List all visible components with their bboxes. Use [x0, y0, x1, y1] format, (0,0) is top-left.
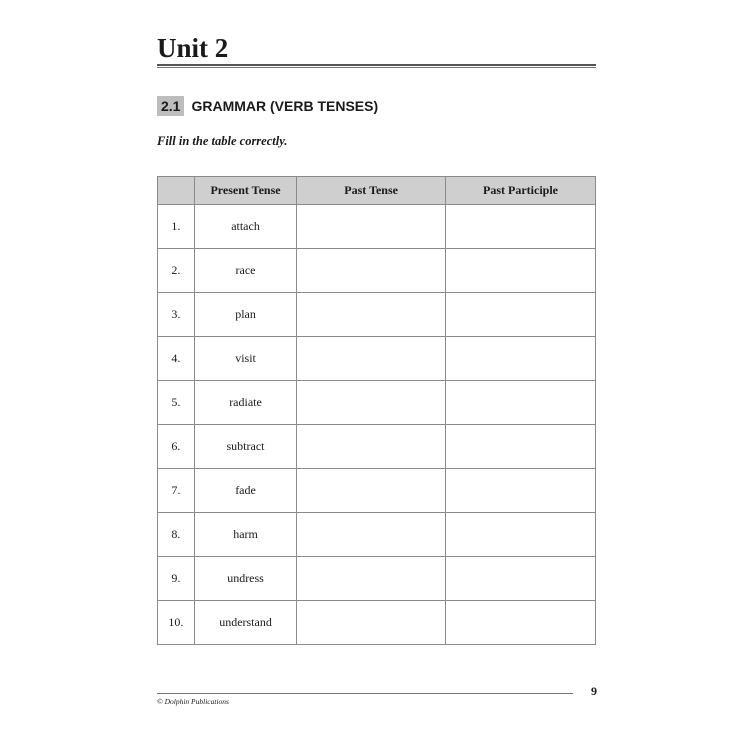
row-number: 1. — [158, 205, 195, 249]
table-row — [158, 205, 596, 249]
past-participle-cell[interactable] — [446, 601, 596, 645]
footer-rule — [157, 693, 573, 694]
past-participle-cell[interactable] — [446, 513, 596, 557]
row-number: 8. — [158, 513, 195, 557]
present-tense-cell: visit — [194, 337, 296, 381]
section-heading — [157, 95, 378, 117]
title-rule-thin — [157, 67, 596, 68]
row-number: 2. — [158, 249, 195, 293]
present-tense-cell: fade — [194, 469, 296, 513]
header-number — [158, 177, 195, 205]
past-tense-cell[interactable] — [297, 513, 446, 557]
past-participle-cell[interactable] — [446, 425, 596, 469]
present-tense-cell: attach — [194, 205, 296, 249]
past-participle-cell[interactable] — [446, 337, 596, 381]
section-number: 2.1 — [157, 96, 184, 116]
table-body — [158, 205, 596, 645]
past-tense-cell[interactable] — [297, 425, 446, 469]
present-tense-cell: subtract — [194, 425, 296, 469]
past-tense-cell[interactable] — [297, 557, 446, 601]
present-tense-cell: plan — [194, 293, 296, 337]
table-row — [158, 293, 596, 337]
copyright: © Dolphin Publications — [157, 697, 229, 706]
verb-tense-table — [157, 176, 596, 645]
unit-title: Unit 2 — [157, 33, 229, 63]
header-past-tense: Past Tense — [297, 177, 446, 205]
past-tense-cell[interactable] — [297, 601, 446, 645]
present-tense-cell: understand — [194, 601, 296, 645]
row-number: 7. — [158, 469, 195, 513]
present-tense-cell: radiate — [194, 381, 296, 425]
table-row — [158, 469, 596, 513]
past-participle-cell[interactable] — [446, 557, 596, 601]
table-row — [158, 381, 596, 425]
header-present-tense: Present Tense — [194, 177, 296, 205]
row-number: 4. — [158, 337, 195, 381]
past-tense-cell[interactable] — [297, 205, 446, 249]
past-participle-cell[interactable] — [446, 249, 596, 293]
present-tense-cell: harm — [194, 513, 296, 557]
past-tense-cell[interactable] — [297, 249, 446, 293]
table-row — [158, 513, 596, 557]
row-number: 3. — [158, 293, 195, 337]
page-number: 9 — [591, 684, 597, 698]
title-rule — [157, 64, 596, 66]
past-participle-cell[interactable] — [446, 469, 596, 513]
present-tense-cell: race — [194, 249, 296, 293]
row-number: 5. — [158, 381, 195, 425]
past-tense-cell[interactable] — [297, 293, 446, 337]
table-row — [158, 337, 596, 381]
table-header-row — [158, 177, 596, 205]
section-title: GRAMMAR (VERB TENSES) — [191, 98, 379, 114]
header-past-participle: Past Participle — [446, 177, 596, 205]
past-tense-cell[interactable] — [297, 381, 446, 425]
table-row — [158, 601, 596, 645]
row-number: 6. — [158, 425, 195, 469]
past-participle-cell[interactable] — [446, 205, 596, 249]
past-participle-cell[interactable] — [446, 293, 596, 337]
table-row — [158, 249, 596, 293]
row-number: 9. — [158, 557, 195, 601]
past-tense-cell[interactable] — [297, 337, 446, 381]
table-row — [158, 557, 596, 601]
present-tense-cell: undress — [194, 557, 296, 601]
table-row — [158, 425, 596, 469]
instruction: Fill in the table correctly. — [157, 134, 288, 148]
past-participle-cell[interactable] — [446, 381, 596, 425]
row-number: 10. — [158, 601, 195, 645]
past-tense-cell[interactable] — [297, 469, 446, 513]
